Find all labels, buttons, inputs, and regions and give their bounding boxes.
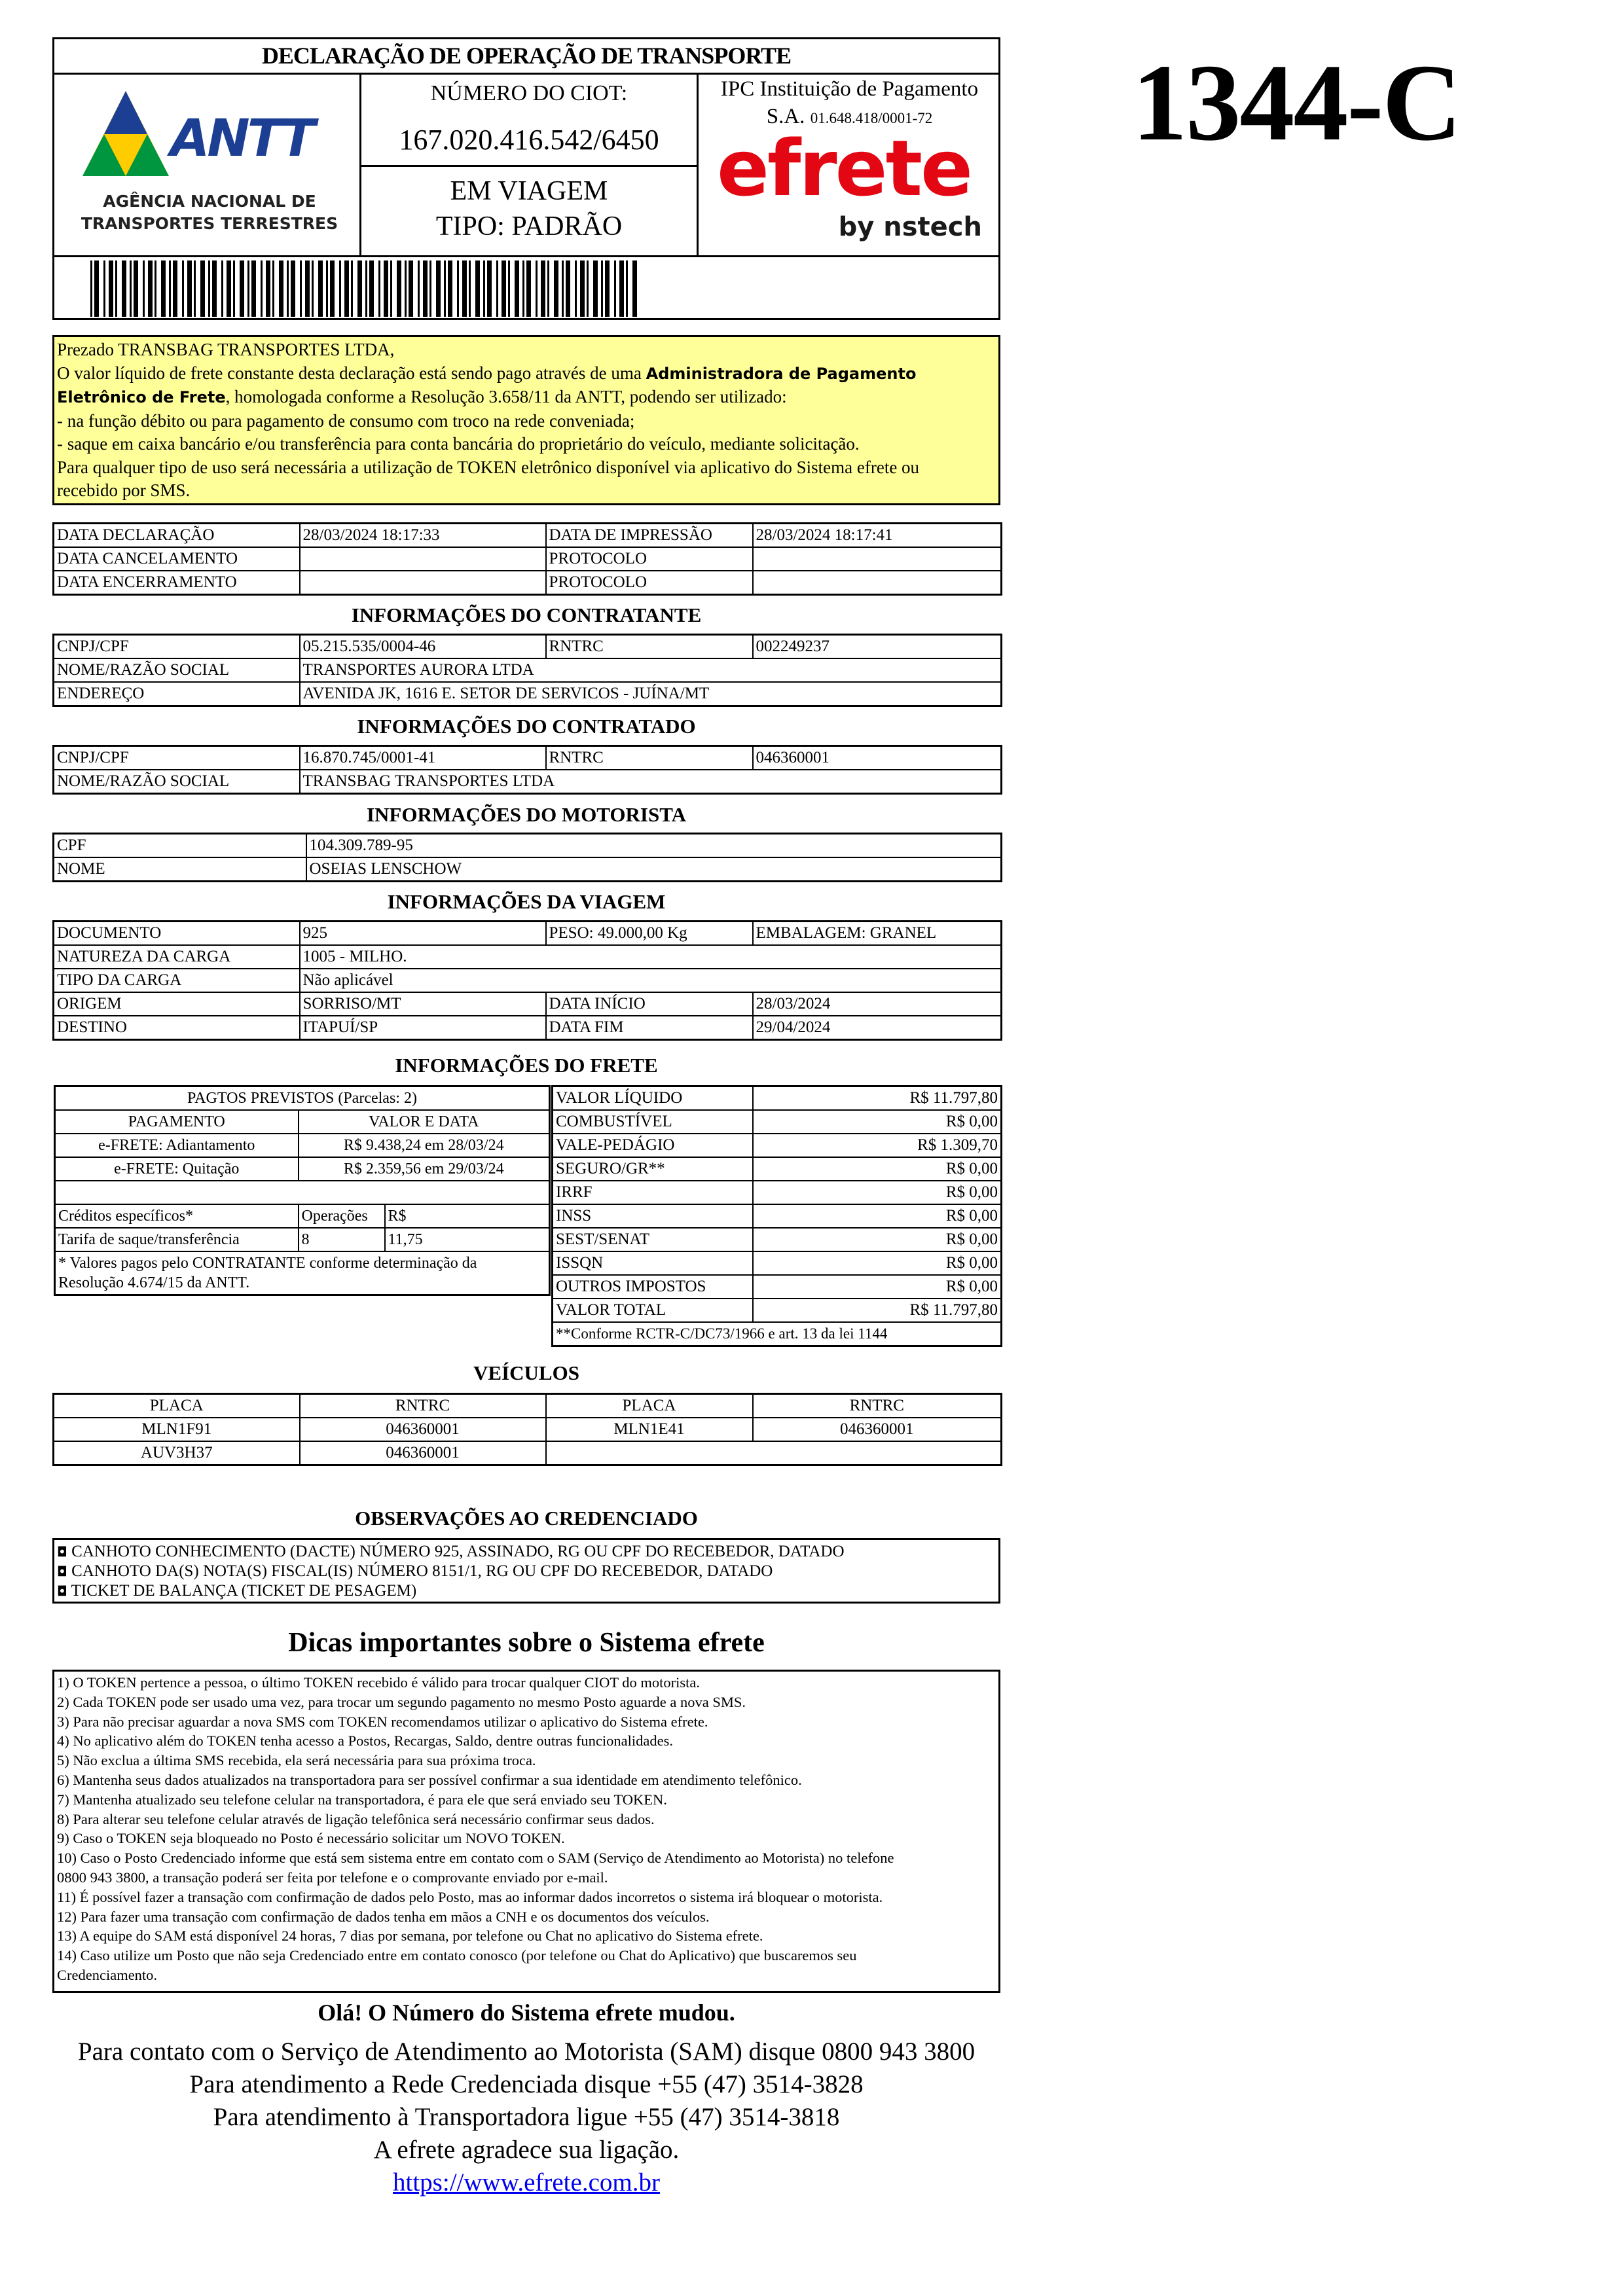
table-row	[54, 770, 1002, 794]
viagem-peso: PESO: 49.000,00 Kg	[546, 922, 753, 946]
dates-table	[52, 522, 1002, 596]
rntrc-header: RNTRC	[300, 1394, 546, 1418]
antt-logo	[72, 85, 347, 242]
table-row	[553, 1299, 1002, 1322]
footer-thanks: A efrete agradece sua ligação.	[373, 2136, 680, 2164]
dica-line: 10) Caso o Posto Credenciado informe que está sem sistema entre em contato com o SAM (Serviço de Atendimento ao Motorista) no telefone	[57, 1850, 894, 1867]
antt-logo-text: ANTT	[170, 109, 313, 168]
contratado-cnpj: 16.870.745/0001-41	[300, 746, 546, 770]
tarifa-valor: 11,75	[385, 1228, 550, 1251]
rs-label: R$	[385, 1204, 550, 1228]
barcode-icon	[90, 260, 647, 317]
dica-line: 1) O TOKEN pertence a pessoa, o último TOKEN recebido é válido para trocar qualquer CIOT do motorista.	[57, 1674, 701, 1691]
bullet-icon: ◘	[57, 1583, 67, 1599]
valor-amount: R$ 0,00	[753, 1204, 1002, 1228]
bullet-icon: ◘	[57, 1544, 67, 1560]
valor-amount: R$ 1.309,70	[753, 1134, 1002, 1157]
pagamento-tipo: e-FRETE: Adiantamento	[55, 1134, 299, 1157]
placa-header: PLACA	[54, 1394, 300, 1418]
veiculo-rntrc: 046360001	[300, 1418, 546, 1441]
valor-label: SEGURO/GR**	[553, 1157, 753, 1181]
dica-line: 7) Mantenha atualizado seu telefone celular na transportadora, é para ele que será enviado seu TOKEN.	[57, 1791, 667, 1808]
document-title: DECLARAÇÃO DE OPERAÇÃO DE TRANSPORTE	[261, 43, 792, 69]
ciot-label: NÚMERO DO CIOT:	[430, 81, 628, 105]
ciot-number: 167.020.416.542/6450	[399, 124, 659, 156]
valor-label: OUTROS IMPOSTOS	[553, 1275, 753, 1299]
ipc-sa: S.A.	[766, 105, 805, 128]
table-row	[54, 1016, 1002, 1040]
table-row	[553, 1157, 1002, 1181]
notice-line7: recebido por SMS.	[57, 480, 191, 500]
table-row	[553, 1204, 1002, 1228]
notice-line3: Eletrônico de Frete, homologada conforme a Resolução 3.658/11 da ANTT, podendo ser utilizado:	[57, 387, 787, 406]
footer-headline: Olá! O Número do Sistema efrete mudou.	[318, 2000, 735, 2026]
valor-data-header: VALOR E DATA	[299, 1110, 550, 1134]
viagem-natureza: 1005 - MILHO.	[300, 945, 1002, 969]
label-rntrc: RNTRC	[546, 635, 753, 659]
viagem-tipo-carga: Não aplicável	[300, 969, 1002, 992]
table-row	[54, 834, 1002, 858]
efrete-link[interactable]	[0, 2166, 1053, 2199]
table-row	[55, 1086, 550, 1111]
contratado-nome: TRANSBAG TRANSPORTES LTDA	[300, 770, 1002, 794]
valor-label: VALOR TOTAL	[553, 1299, 753, 1322]
creditos-label: Créditos específicos*	[55, 1204, 299, 1228]
section-title-veiculos: VEÍCULOS	[473, 1361, 579, 1384]
efrete-url[interactable]: https://www.efrete.com.br	[393, 2168, 660, 2197]
list-item: ◘ TICKET DE BALANÇA (TICKET DE PESAGEM)	[57, 1582, 417, 1600]
valor-label: ISSQN	[553, 1251, 753, 1275]
label-cnpj: CNPJ/CPF	[54, 635, 300, 659]
table-row	[55, 1110, 550, 1134]
section-title-motorista: INFORMAÇÕES DO MOTORISTA	[366, 803, 686, 826]
viagem-table	[52, 920, 1002, 1041]
label-destino: DESTINO	[54, 1016, 300, 1040]
veiculo-empty	[546, 1441, 1002, 1465]
contratado-table	[52, 745, 1002, 795]
dica-line: 4) No aplicativo além do TOKEN tenha acesso a Postos, Recargas, Saldo, dentre outras funcionalidades.	[57, 1732, 674, 1749]
valor-amount: R$ 0,00	[753, 1110, 1002, 1134]
veiculo-rntrc: 046360001	[300, 1441, 546, 1465]
ipc-line1: IPC Instituição de Pagamento	[720, 77, 979, 101]
section-title-observacoes: OBSERVAÇÕES AO CREDENCIADO	[355, 1507, 698, 1530]
viagem-origem: SORRISO/MT	[300, 992, 546, 1016]
table-row	[553, 1086, 1002, 1111]
contratante-rntrc: 002249237	[753, 635, 1002, 659]
ipc-cnpj: 01.648.418/0001-72	[810, 110, 933, 126]
label-data-fim: DATA FIM	[546, 1016, 753, 1040]
dica-line: Credenciamento.	[57, 1966, 158, 1983]
antt-emblem-icon	[80, 88, 172, 180]
dica-line: 2) Cada TOKEN pode ser usado uma vez, para trocar um segundo pagamento no mesmo Posto aguarde a nova SMS.	[57, 1693, 746, 1710]
veiculos-table	[52, 1393, 1002, 1466]
label-cpf: CPF	[54, 834, 306, 858]
protocolo	[753, 547, 1002, 571]
table-row	[553, 1251, 1002, 1275]
notice-line2: O valor líquido de frete constante desta declaração está sendo pago através de uma Administradora de Pagamento	[57, 363, 917, 383]
data-cancelamento	[300, 547, 546, 571]
table-row	[54, 524, 1002, 548]
pagamento-valor: R$ 2.359,56 em 29/03/24	[299, 1157, 550, 1181]
table-row	[553, 1181, 1002, 1204]
contact-rede: Para atendimento a Rede Credenciada disque +55 (47) 3514-3828	[189, 2070, 864, 2098]
label-data-inicio: DATA INÍCIO	[546, 992, 753, 1016]
bullet-icon: ◘	[57, 1564, 67, 1579]
label-endereco: ENDEREÇO	[54, 682, 300, 706]
valor-amount: R$ 11.797,80	[753, 1086, 1002, 1111]
data-declaracao: 28/03/2024 18:17:33	[300, 524, 546, 548]
pagtos-table	[54, 1085, 551, 1296]
contratante-nome: TRANSPORTES AURORA LTDA	[300, 658, 1002, 682]
list-item: ◘ CANHOTO CONHECIMENTO (DACTE) NÚMERO 925, ASSINADO, RG OU CPF DO RECEBEDOR, DATADO	[57, 1543, 845, 1560]
label-origem: ORIGEM	[54, 992, 300, 1016]
label-tipo-carga: TIPO DA CARGA	[54, 969, 300, 992]
contact-sam: Para contato com o Serviço de Atendimento ao Motorista (SAM) disque 0800 943 3800	[77, 2037, 976, 2066]
label-data-cancelamento: DATA CANCELAMENTO	[54, 547, 300, 571]
operacoes-label: Operações	[299, 1204, 385, 1228]
veiculo-placa: MLN1F91	[54, 1418, 300, 1441]
table-row	[54, 571, 1002, 595]
veiculo-placa: AUV3H37	[54, 1441, 300, 1465]
dicas-box	[52, 1670, 1000, 1993]
contratado-rntrc: 046360001	[753, 746, 1002, 770]
table-row	[54, 682, 1002, 706]
antt-agency-line2: TRANSPORTES TERRESTRES	[81, 214, 338, 233]
table-row	[54, 1441, 1002, 1465]
frete-nota	[55, 1251, 550, 1295]
table-row	[54, 992, 1002, 1016]
antt-agency-line1: AGÊNCIA NACIONAL DE	[103, 192, 316, 211]
rntrc-header: RNTRC	[753, 1394, 1002, 1418]
valor-amount: R$ 0,00	[753, 1251, 1002, 1275]
trip-status: EM VIAGEM	[450, 176, 608, 206]
trip-type: TIPO: PADRÃO	[435, 211, 623, 242]
viagem-embalagem: EMBALAGEM: GRANEL	[753, 922, 1002, 946]
valor-amount: R$ 0,00	[753, 1157, 1002, 1181]
pagamento-tipo: e-FRETE: Quitação	[55, 1157, 299, 1181]
conforme-nota: **Conforme RCTR-C/DC73/1966 e art. 13 da lei 1144	[553, 1322, 1002, 1346]
ciot-divider	[361, 165, 697, 167]
table-row	[54, 857, 1002, 882]
frete-nota-line1: * Valores pagos pelo CONTRATANTE conforme determinação da	[58, 1255, 477, 1272]
table-row	[54, 922, 1002, 946]
table-row	[55, 1181, 550, 1204]
table-row	[54, 1418, 1002, 1441]
section-title-viagem: INFORMAÇÕES DA VIAGEM	[387, 890, 666, 913]
table-row	[55, 1157, 550, 1181]
title-divider	[52, 73, 1000, 75]
table-row	[54, 547, 1002, 571]
table-row	[55, 1204, 550, 1228]
valor-label: INSS	[553, 1204, 753, 1228]
label-data-impressao: DATA DE IMPRESSÃO	[546, 524, 753, 548]
label-natureza: NATUREZA DA CARGA	[54, 945, 300, 969]
contratante-endereco: AVENIDA JK, 1616 E. SETOR DE SERVICOS - JUÍNA/MT	[300, 682, 1002, 706]
table-row	[54, 1394, 1002, 1418]
pagamento-header: PAGAMENTO	[55, 1110, 299, 1134]
label-nome: NOME/RAZÃO SOCIAL	[54, 770, 300, 794]
frete-nota-line2: Resolução 4.674/15 da ANTT.	[58, 1274, 250, 1291]
viagem-documento: 925	[300, 922, 546, 946]
protocolo	[753, 571, 1002, 595]
list-item: ◘ CANHOTO DA(S) NOTA(S) FISCAL(IS) NÚMERO 8151/1, RG OU CPF DO RECEBEDOR, DATADO	[57, 1562, 773, 1580]
pagtos-title: PAGTOS PREVISTOS (Parcelas: 2)	[55, 1086, 550, 1111]
valores-table	[551, 1085, 1002, 1347]
contact-transportadora: Para atendimento à Transportadora ligue +55 (47) 3514-3818	[213, 2103, 840, 2131]
table-row	[54, 746, 1002, 770]
table-row	[55, 1228, 550, 1251]
efrete-logo: efrete	[717, 123, 972, 213]
nstech-logo: by nstech	[838, 212, 982, 242]
table-row	[553, 1322, 1002, 1346]
label-nome: NOME	[54, 857, 306, 882]
notice-line6: Para qualquer tipo de uso será necessária a utilização de TOKEN eletrônico disponível via aplicativo do Sistema efrete ou	[57, 457, 920, 477]
table-row	[553, 1110, 1002, 1134]
label-protocolo: PROTOCOLO	[546, 571, 753, 595]
valor-label: COMBUSTÍVEL	[553, 1110, 753, 1134]
valor-label: SEST/SENAT	[553, 1228, 753, 1251]
viagem-data-fim: 29/04/2024	[753, 1016, 1002, 1040]
payment-notice	[52, 335, 1000, 505]
veiculo-placa: MLN1E41	[546, 1418, 753, 1441]
contratante-table	[52, 634, 1002, 707]
section-title-contratante: INFORMAÇÕES DO CONTRATANTE	[351, 603, 702, 626]
blank-row	[55, 1181, 550, 1204]
label-data-declaracao: DATA DECLARAÇÃO	[54, 524, 300, 548]
valor-label: IRRF	[553, 1181, 753, 1204]
pagamento-valor: R$ 9.438,24 em 28/03/24	[299, 1134, 550, 1157]
dicas-title: Dicas importantes sobre o Sistema efrete	[288, 1628, 765, 1658]
dica-line: 11) É possível fazer a transação com confirmação de dados pelo Posto, mas ao informar dados incorretos o sistema irá bloquear o motorista.	[57, 1888, 883, 1905]
viagem-destino: ITAPUÍ/SP	[300, 1016, 546, 1040]
label-data-encerramento: DATA ENCERRAMENTO	[54, 571, 300, 595]
placa-header: PLACA	[546, 1394, 753, 1418]
table-row	[54, 969, 1002, 992]
notice-line5: - saque em caixa bancário e/ou transferência para conta bancária do proprietário do veículo, mediante solicitação.	[57, 434, 860, 454]
viagem-data-inicio: 28/03/2024	[753, 992, 1002, 1016]
valor-amount: R$ 11.797,80	[753, 1299, 1002, 1322]
section-title-frete: INFORMAÇÕES DO FRETE	[395, 1054, 658, 1077]
valor-label: VALOR LÍQUIDO	[553, 1086, 753, 1111]
section-title-contratado: INFORMAÇÕES DO CONTRATADO	[357, 715, 696, 738]
dica-line: 3) Para não precisar aguardar a nova SMS com TOKEN recomendamos utilizar o aplicativo do Sistema efrete.	[57, 1713, 708, 1730]
data-encerramento	[300, 571, 546, 595]
notice-greeting: Prezado TRANSBAG TRANSPORTES LTDA,	[57, 340, 395, 359]
dica-line: 13) A equipe do SAM está disponível 24 horas, 7 dias por semana, por telefone ou Chat no aplicativo do Sistema efrete.	[57, 1928, 763, 1945]
valor-amount: R$ 0,00	[753, 1228, 1002, 1251]
table-row	[54, 945, 1002, 969]
table-row	[553, 1134, 1002, 1157]
barcode-divider	[52, 255, 1000, 257]
label-documento: DOCUMENTO	[54, 922, 300, 946]
dica-line: 9) Caso o TOKEN seja bloqueado no Posto é necessário solicitar um NOVO TOKEN.	[57, 1830, 565, 1847]
dica-line: 6) Mantenha seus dados atualizados na transportadora para ser possível confirmar a sua identidade em atendimento telefônico.	[57, 1771, 802, 1788]
label-rntrc: RNTRC	[546, 746, 753, 770]
label-protocolo: PROTOCOLO	[546, 547, 753, 571]
tarifa-operacoes: 8	[299, 1228, 385, 1251]
label-nome: NOME/RAZÃO SOCIAL	[54, 658, 300, 682]
table-row	[54, 635, 1002, 659]
observacoes-box	[52, 1538, 1000, 1604]
dica-line: 14) Caso utilize um Posto que não seja Credenciado entre em contato conosco (por telefone ou Chat do Aplicativo) que buscaremos seu	[57, 1947, 857, 1964]
dica-line: 0800 943 3800, a transação poderá ser feita por telefone e o comprovante enviado por e-mail.	[57, 1869, 608, 1886]
dica-line: 8) Para alterar seu telefone celular através de ligação telefônica será necessário confirmar seus dados.	[57, 1810, 655, 1827]
document-code: 1344-C	[1132, 42, 1461, 164]
label-cnpj: CNPJ/CPF	[54, 746, 300, 770]
dica-line: 12) Para fazer uma transação com confirmação de dados tenha em mãos a CNH e os documentos dos veículos.	[57, 1908, 710, 1925]
valor-amount: R$ 0,00	[753, 1275, 1002, 1299]
motorista-cpf: 104.309.789-95	[306, 834, 1002, 858]
tarifa-label: Tarifa de saque/transferência	[55, 1228, 299, 1251]
notice-line4: - na função débito ou para pagamento de consumo com troco na rede conveniada;	[57, 410, 635, 431]
valor-amount: R$ 0,00	[753, 1181, 1002, 1204]
dica-line: 5) Não exclua a última SMS recebida, ela será necessária para sua próxima troca.	[57, 1752, 536, 1769]
veiculo-rntrc: 046360001	[753, 1418, 1002, 1441]
contratante-cnpj: 05.215.535/0004-46	[300, 635, 546, 659]
table-row	[55, 1134, 550, 1157]
data-impressao: 28/03/2024 18:17:41	[753, 524, 1002, 548]
table-row	[553, 1275, 1002, 1299]
motorista-nome: OSEIAS LENSCHOW	[306, 857, 1002, 882]
motorista-table	[52, 833, 1002, 882]
table-row	[553, 1228, 1002, 1251]
table-row	[54, 658, 1002, 682]
valor-label: VALE-PEDÁGIO	[553, 1134, 753, 1157]
table-row	[55, 1251, 550, 1295]
